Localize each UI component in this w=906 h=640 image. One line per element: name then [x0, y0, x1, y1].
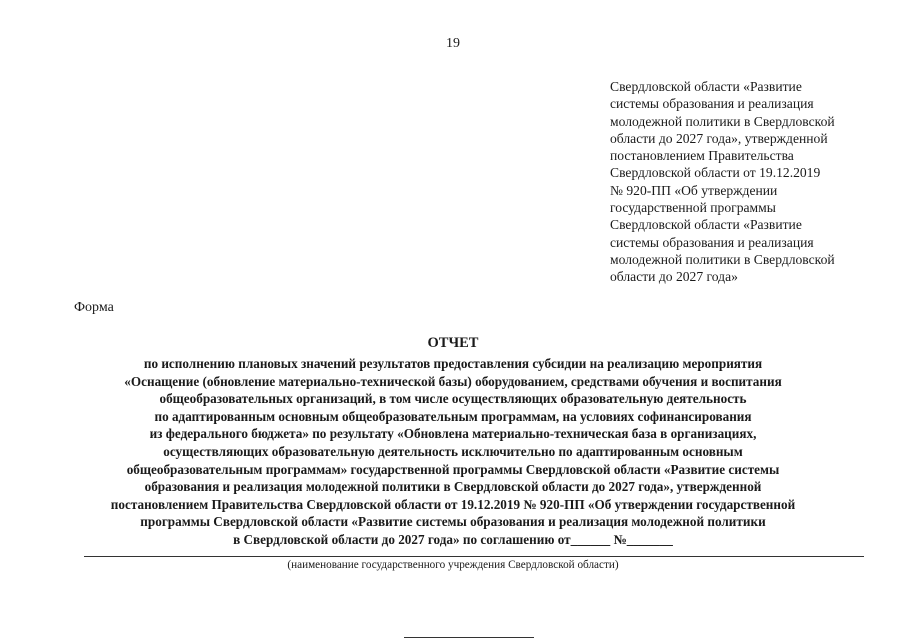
reference-line: молодежной политики в Свердловской	[610, 113, 835, 129]
approval-reference	[610, 78, 900, 286]
report-line: «Оснащение (обновление материально-технической базы) оборудованием, средствами обучения и воспитания	[124, 373, 782, 389]
report-line: по исполнению плановых значений результатов предоставления субсидии на реализацию мероприятия	[143, 356, 763, 371]
reference-line: области до 2027 года», утвержденной	[610, 130, 828, 146]
reference-line: системы образования и реализация	[610, 96, 814, 112]
report-description	[0, 355, 906, 549]
reference-line: молодежной политики в Свердловской	[610, 251, 835, 267]
report-line: в Свердловской области до 2027 года» по соглашению от______ №_______	[233, 531, 673, 547]
report-line: из федерального бюджета» по результату «Обновлена материально-техническая база в организациях,	[149, 426, 757, 442]
divider	[404, 637, 534, 638]
report-line: по адаптированным основным общеобразовательным программам, на условиях софинансирования	[154, 408, 752, 424]
reference-line: области до 2027 года»	[610, 269, 738, 285]
reference-line: Свердловской области «Развитие	[610, 217, 802, 233]
reference-line: № 920-ПП «Об утверждении	[610, 182, 778, 198]
reference-line: системы образования и реализация	[610, 234, 814, 250]
page-number: 19	[446, 36, 460, 51]
reference-line: Свердловской области от 19.12.2019	[610, 165, 821, 181]
reference-line: государственной программы	[610, 200, 776, 216]
report-line: образования и реализация молодежной политики в Свердловской области до 2027 года», утвержденной	[144, 479, 762, 495]
report-line: постановлением Правительства Свердловской области от 19.12.2019 № 920-ПП «Об утверждении государственной	[110, 496, 796, 512]
report-line: осуществляющих образовательную деятельность исключительно по адаптированным основным	[163, 443, 743, 459]
institution-name-line	[84, 556, 864, 557]
report-line: общеобразовательных организаций, в том числе осуществляющих образовательную деятельность	[159, 391, 747, 407]
reference-line: Свердловской области «Развитие	[610, 79, 802, 94]
report-title: ОТЧЕТ	[427, 335, 479, 351]
report-line: общеобразовательным программам» государственной программы Свердловской области «Развитие системы	[126, 461, 780, 477]
form-label: Форма	[74, 300, 114, 315]
institution-name-caption: (наименование государственного учреждения Свердловской области)	[287, 559, 619, 571]
report-line: программы Свердловской области «Развитие системы образования и реализация молодежной политики	[140, 514, 766, 530]
reference-line: постановлением Правительства	[610, 148, 794, 164]
